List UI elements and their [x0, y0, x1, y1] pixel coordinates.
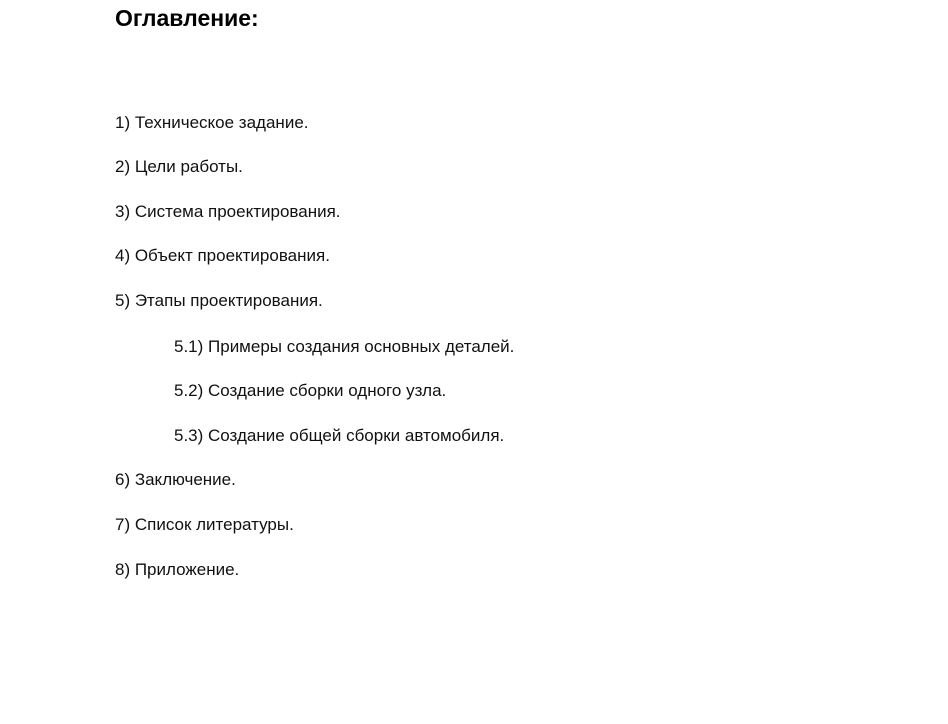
toc-item-5-3: 5.3) Создание общей сборки автомобиля. [174, 426, 505, 445]
toc-item-4: 4) Объект проектирования. [115, 246, 330, 265]
toc-item-8: 8) Приложение. [115, 560, 240, 579]
toc-item-1: 1) Техническое задание. [115, 113, 309, 132]
toc-item-5: 5) Этапы проектирования. [115, 291, 323, 310]
page-title: Оглавление: [115, 5, 259, 31]
toc-item-3: 3) Система проектирования. [115, 202, 341, 221]
toc-item-5-2: 5.2) Создание сборки одного узла. [174, 381, 447, 400]
toc-item-6: 6) Заключение. [115, 470, 236, 489]
toc-item-2: 2) Цели работы. [115, 157, 243, 176]
toc-item-5-1: 5.1) Примеры создания основных деталей. [174, 337, 515, 356]
toc-item-7: 7) Список литературы. [115, 515, 294, 534]
